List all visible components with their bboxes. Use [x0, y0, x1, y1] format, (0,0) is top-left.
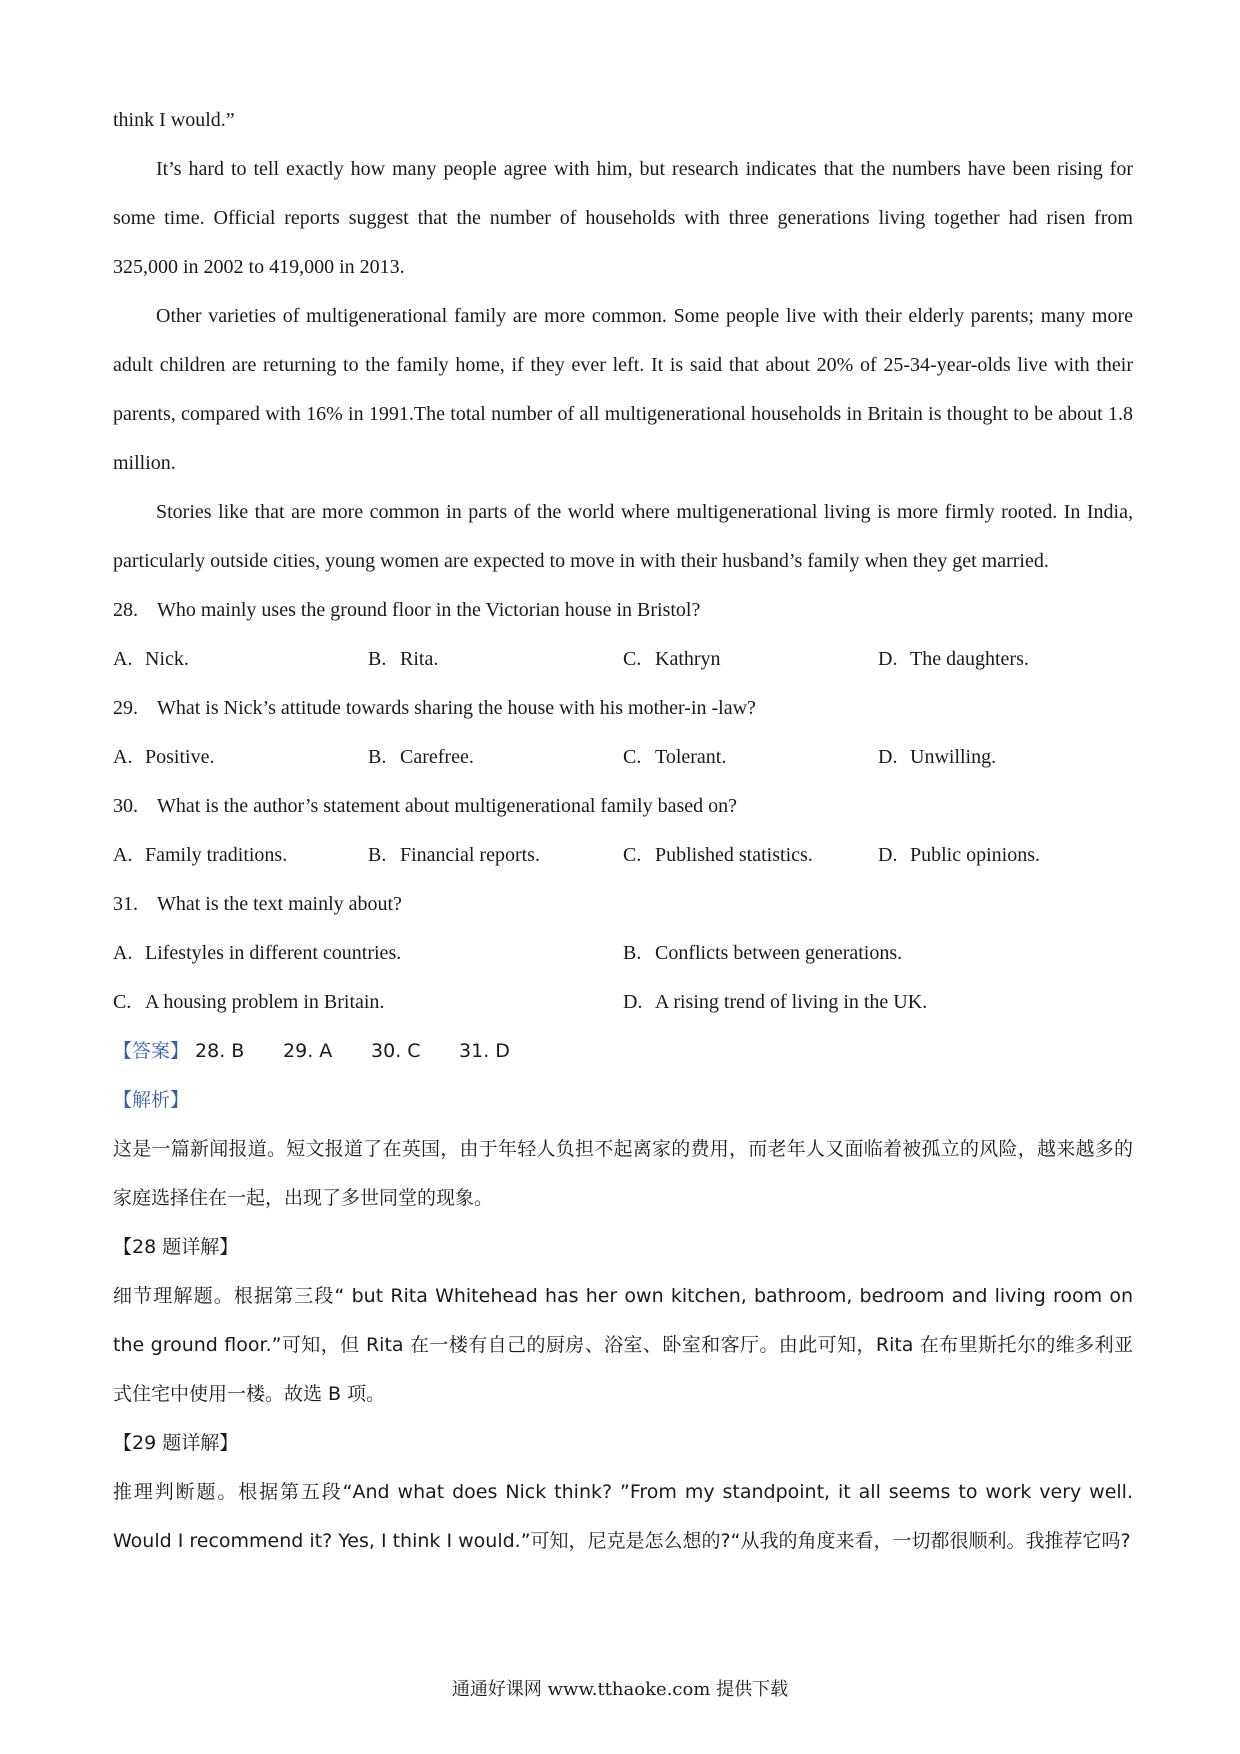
answer-28: 28. B: [195, 1040, 245, 1062]
question-text: Who mainly uses the ground floor in the Victorian house in Bristol?: [157, 599, 701, 621]
page-content: [113, 96, 1133, 1566]
option-text: Family traditions.: [145, 844, 288, 866]
option-a: [113, 831, 368, 880]
option-letter: B.: [368, 746, 387, 768]
question-number: 28.: [113, 599, 138, 621]
question-28: [113, 586, 1133, 635]
option-text: Published statistics.: [655, 844, 813, 866]
analysis-summary: 这是一篇新闻报道。短文报道了在英国，由于年轻人负担不起离家的费用，而老年人又面临着被孤立的风险，越来越多的家庭选择住在一起，出现了多世同堂的现象。: [113, 1138, 1133, 1209]
option-text: Rita.: [400, 648, 439, 670]
option-letter: A.: [113, 844, 133, 866]
option-a: [113, 733, 368, 782]
option-c: [113, 978, 623, 1027]
option-text: Tolerant.: [655, 746, 727, 768]
option-letter: C.: [623, 746, 642, 768]
option-letter: D.: [878, 844, 898, 866]
option-text: Public opinions.: [910, 844, 1041, 866]
option-c: [623, 733, 878, 782]
answer-key: [113, 1027, 1133, 1076]
option-text: Lifestyles in different countries.: [145, 942, 402, 964]
passage-carry-over: think I would.”: [113, 109, 235, 131]
passage-paragraph-2: Other varieties of multigenerational family are more common. Some people live with their elderly parents; many more adult children are returning to the family home, if they ever left. It is said that about 20% of 25-34-year-olds live with their parents, compared with 16% in 1991.The total number of all multigenerational households in Britain is thought to be about 1.8 million.: [113, 305, 1133, 474]
option-letter: D.: [623, 991, 643, 1013]
answer-30: 30. C: [371, 1040, 421, 1062]
question-number: 30.: [113, 795, 138, 817]
q29-detail-heading: 【29 题详解】: [113, 1432, 239, 1454]
question-number: 31.: [113, 893, 138, 915]
q28-detail-heading: 【28 题详解】: [113, 1236, 239, 1258]
question-text: What is Nick’s attitude towards sharing the house with his mother-in -law?: [157, 697, 756, 719]
option-b: [368, 831, 623, 880]
option-letter: C.: [623, 844, 642, 866]
option-c: [623, 635, 878, 684]
option-text: Unwilling.: [910, 746, 997, 768]
option-letter: A.: [113, 942, 133, 964]
passage-paragraph-1: It’s hard to tell exactly how many people agree with him, but research indicates that the numbers have been rising for some time. Official reports suggest that the number of households with three generations living together had risen from 325,000 in 2002 to 419,000 in 2013.: [113, 158, 1133, 278]
option-d: [878, 831, 1133, 880]
option-d: [878, 635, 1133, 684]
question-29-options: [113, 733, 1133, 782]
option-text: A housing problem in Britain.: [145, 991, 385, 1013]
option-a: [113, 635, 368, 684]
option-b: [368, 635, 623, 684]
answer-29: 29. A: [283, 1040, 333, 1062]
option-text: Positive.: [145, 746, 215, 768]
option-letter: A.: [113, 746, 133, 768]
q28-detail-text: 细节理解题。根据第三段“ but Rita Whitehead has her own kitchen, bathroom, bedroom and living room on the ground floor.”可知，但 Rita 在一楼有自己的厨房、浴室、卧室和客厅。由此可知，Rita 在布里斯托尔的维多利亚式住宅中使用一楼。故选 B 项。: [113, 1285, 1133, 1405]
option-a: [113, 929, 623, 978]
answer-label: 【答案】: [113, 1040, 190, 1062]
option-c: [623, 831, 878, 880]
option-b: [623, 929, 1133, 978]
option-letter: B.: [623, 942, 642, 964]
option-text: A rising trend of living in the UK.: [655, 991, 928, 1013]
question-28-options: [113, 635, 1133, 684]
question-31: [113, 880, 1133, 929]
option-d: [623, 978, 1133, 1027]
question-number: 29.: [113, 697, 138, 719]
analysis-label: 【解析】: [113, 1089, 190, 1111]
option-text: Carefree.: [400, 746, 474, 768]
option-text: Conflicts between generations.: [655, 942, 903, 964]
option-letter: C.: [623, 648, 642, 670]
answer-31: 31. D: [459, 1040, 510, 1062]
option-text: Kathryn: [655, 648, 721, 670]
question-30-options: [113, 831, 1133, 880]
option-d: [878, 733, 1133, 782]
option-letter: D.: [878, 746, 898, 768]
question-text: What is the text mainly about?: [157, 893, 402, 915]
question-text: What is the author’s statement about multigenerational family based on?: [157, 795, 738, 817]
option-text: The daughters.: [910, 648, 1029, 670]
page-footer: 通通好课网 www.tthaoke.com 提供下载: [451, 1679, 789, 1700]
option-b: [368, 733, 623, 782]
option-text: Financial reports.: [400, 844, 540, 866]
question-31-options-row-1: [113, 929, 1133, 978]
option-letter: A.: [113, 648, 133, 670]
option-letter: D.: [878, 648, 898, 670]
q29-detail-text: 推理判断题。根据第五段“And what does Nick think? ”From my standpoint, it all seems to work very well. Would I recommend it? Yes, I think I would.”可知，尼克是怎么想的?“从我的角度来看，一切都很顺利。我推荐它吗?: [113, 1481, 1133, 1552]
question-31-options-row-2: [113, 978, 1133, 1027]
option-text: Nick.: [145, 648, 189, 670]
question-29: [113, 684, 1133, 733]
option-letter: B.: [368, 844, 387, 866]
option-letter: C.: [113, 991, 132, 1013]
question-30: [113, 782, 1133, 831]
passage-paragraph-3: Stories like that are more common in parts of the world where multigenerational living is more firmly rooted. In India, particularly outside cities, young women are expected to move in with their husband’s family when they get married.: [113, 501, 1133, 572]
option-letter: B.: [368, 648, 387, 670]
